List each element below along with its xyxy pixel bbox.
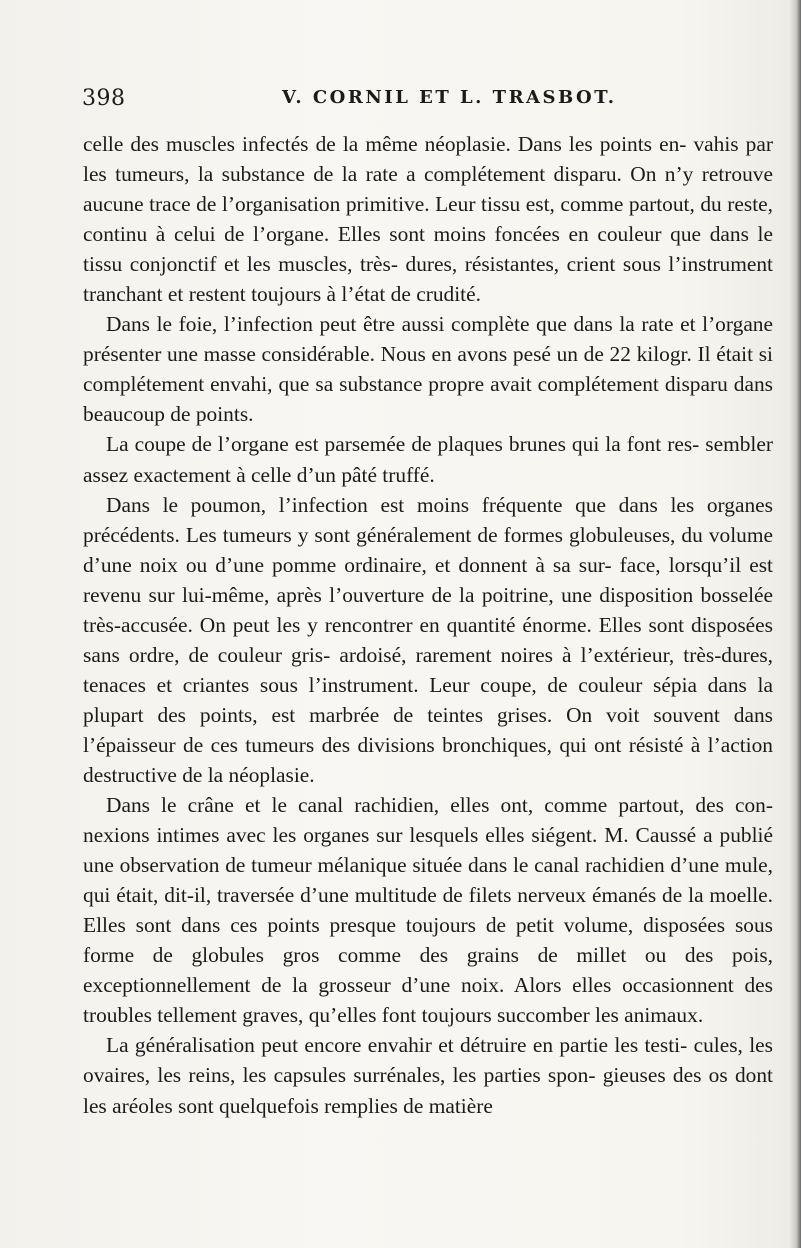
running-head [82, 86, 762, 120]
page-number: 398 [82, 86, 126, 111]
paragraph-4: Dans le poumon, l’infection est moins fréquente que dans les organes précédents. Les tumeurs y sont généralement de formes globuleuses, du volume d’une noix ou d’une pomme ordinaire, et donnent à sa sur- face, lorsqu’il est revenu sur lui-même, après l’ouverture de la poitrine, une disposition bosselée très-accusée. On peut les y rencontrer en quantité énorme. Elles sont disposées sans ordre, de couleur gris- ardoisé, rarement noires à l’extérieur, très-dures, tenaces et criantes sous l’instrument. Leur coupe, de couleur sépia dans la plupart des points, est marbrée de teintes grises. On voit souvent dans l’épaisseur de ces tumeurs des divisions bronchiques, qui ont résisté à l’action destructive de la néoplasie. [83, 492, 773, 787]
paragraph-6: La généralisation peut encore envahir et détruire en partie les testi- cules, les ovaires, les reins, les capsules surrénales, les parties spon- gieuses des os dont les aréoles sont quelquefois remplies de matière [83, 1033, 773, 1118]
paragraph-1: celle des muscles infectés de la même néoplasie. Dans les points en- vahis par les tumeurs, la substance de la rate a complétement disparu. On n’y retrouve aucune trace de l’organisation primitive. Leur tissu est, comme partout, du reste, continu à celui de l’organe. Elles sont moins foncées en couleur que dans le tissu conjonctif et les muscles, très- dures, résistantes, crient sous l’instrument tranchant et restent toujours à l’état de crudité. [83, 132, 773, 307]
page-edge-shadow [789, 0, 801, 1248]
running-head-authors: V. CORNIL ET L. TRASBOT. [282, 87, 617, 108]
paragraph-5: Dans le crâne et le canal rachidien, elles ont, comme partout, des con- nexions intimes avec les organes sur lesquels elles siégent. M. Caussé a publié une observation de tumeur mélanique située dans le canal rachidien d’une mule, qui était, dit-il, traversée d’une multitude de filets nerveux émanés de la moelle. Elles sont dans ces points presque toujours de petit volume, disposées sous forme de globules gros comme des grains de millet ou des pois, exceptionnellement de la grosseur d’une noix. Alors elles occasionnent des troubles tellement graves, qu’elles font toujours succomber les animaux. [83, 793, 773, 1028]
body-text [83, 129, 773, 1121]
paragraph-2: Dans le foie, l’infection peut être aussi complète que dans la rate et l’organe présenter une masse considérable. Nous en avons pesé un de 22 kilogr. Il était si complétement envahi, que sa substance propre avait complétement disparu dans beaucoup de points. [83, 312, 773, 427]
paragraph-3: La coupe de l’organe est parsemée de plaques brunes qui la font res- sembler assez exactement à celle d’un pâté truffé. [83, 432, 773, 487]
